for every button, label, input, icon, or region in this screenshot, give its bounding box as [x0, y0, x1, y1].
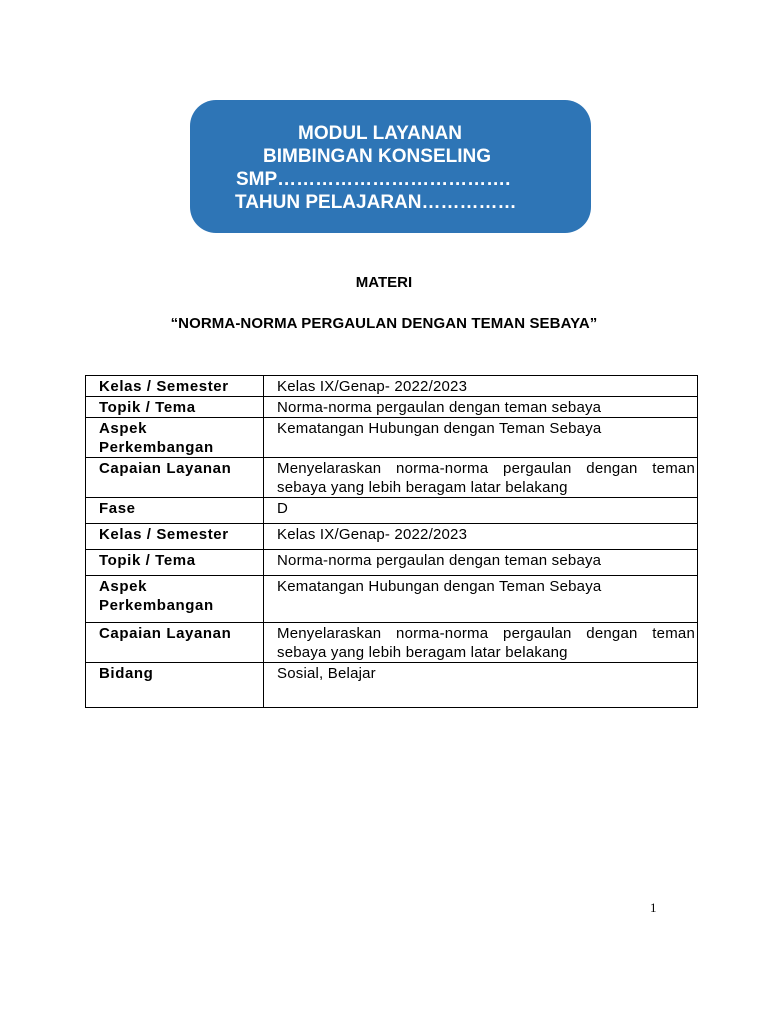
row-value: Kematangan Hubungan dengan Teman Sebaya	[264, 576, 698, 623]
header-school-line: SMP……………………………….	[236, 169, 511, 190]
row-label: Kelas / Semester	[86, 376, 264, 397]
row-label: Capaian Layanan	[86, 458, 264, 498]
row-label: Capaian Layanan	[86, 623, 264, 663]
row-label: Kelas / Semester	[86, 524, 264, 550]
table-row	[86, 576, 698, 623]
row-label: Topik / Tema	[86, 397, 264, 418]
row-label: Fase	[86, 498, 264, 524]
row-value: Menyelaraskan norma-norma pergaulan dengan teman sebaya yang lebih beragam latar belakang	[264, 458, 698, 498]
table-row	[86, 498, 698, 524]
module-header-box	[190, 100, 591, 233]
table-row	[86, 397, 698, 418]
materi-title: “NORMA-NORMA PERGAULAN DENGAN TEMAN SEBAYA”	[170, 315, 598, 332]
table-row	[86, 418, 698, 458]
module-info-table	[85, 375, 698, 708]
header-title-line-2: BIMBINGAN KONSELING	[263, 146, 491, 167]
row-value: Kelas IX/Genap- 2022/2023	[264, 524, 698, 550]
header-title-line-1: MODUL LAYANAN	[298, 123, 462, 144]
row-label: Topik / Tema	[86, 550, 264, 576]
table-row	[86, 550, 698, 576]
table-row	[86, 458, 698, 498]
row-value: Norma-norma pergaulan dengan teman sebaya	[264, 397, 698, 418]
table-row	[86, 663, 698, 708]
row-label: Aspek Perkembangan	[86, 576, 264, 623]
materi-heading: MATERI	[355, 274, 413, 291]
table-row	[86, 376, 698, 397]
row-value: Norma-norma pergaulan dengan teman sebaya	[264, 550, 698, 576]
row-value: D	[264, 498, 698, 524]
row-value: Menyelaraskan norma-norma pergaulan dengan teman sebaya yang lebih beragam latar belakang	[264, 623, 698, 663]
row-value: Kematangan Hubungan dengan Teman Sebaya	[264, 418, 698, 458]
header-year-line: TAHUN PELAJARAN……………	[235, 192, 517, 213]
row-value: Sosial, Belajar	[264, 663, 698, 708]
table-row	[86, 623, 698, 663]
row-value: Kelas IX/Genap- 2022/2023	[264, 376, 698, 397]
page-number: 1	[650, 900, 657, 915]
row-label: Bidang	[86, 663, 264, 708]
table-row	[86, 524, 698, 550]
row-label: Aspek Perkembangan	[86, 418, 264, 458]
